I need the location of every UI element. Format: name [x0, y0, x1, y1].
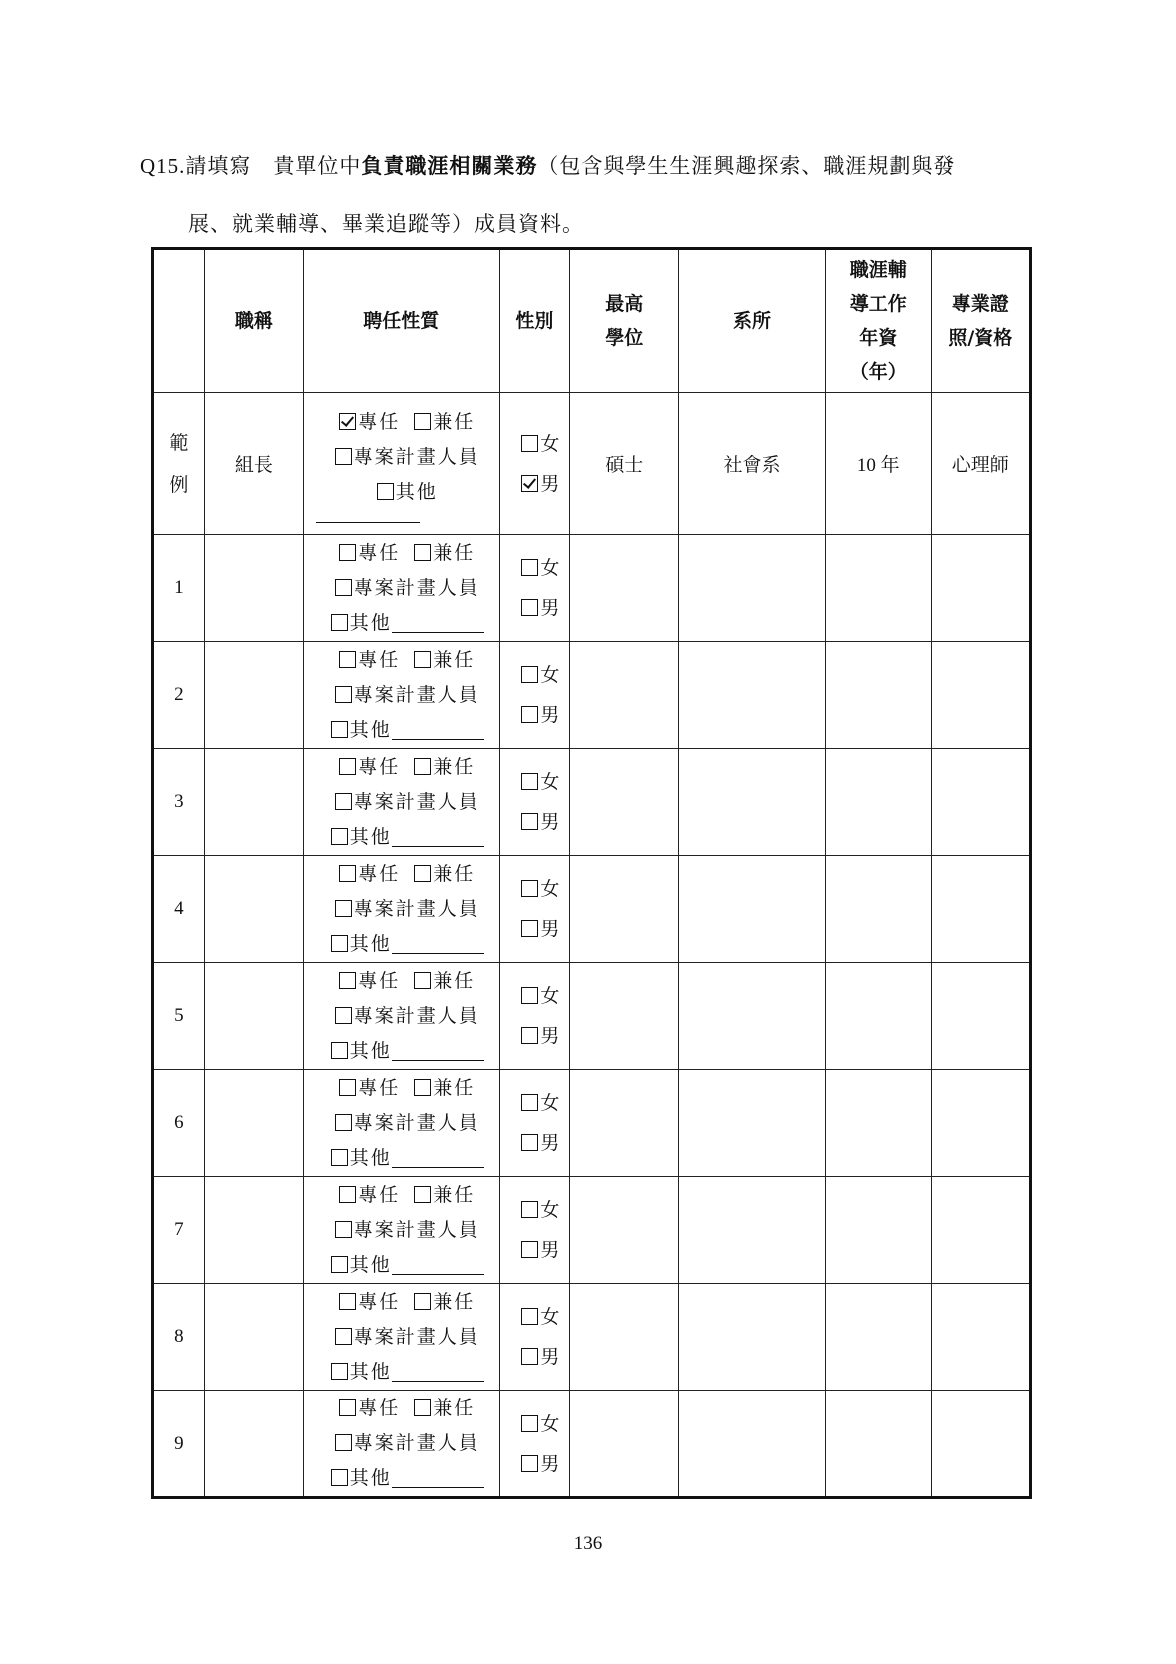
- gender-cell: [499, 535, 570, 642]
- nature-cell: [304, 1177, 499, 1284]
- parttime-checkbox[interactable]: [414, 651, 431, 668]
- opt-other: 其他: [349, 718, 392, 741]
- title-cell[interactable]: [204, 535, 303, 642]
- opt-project: 專案計畫人員: [353, 1432, 480, 1454]
- row-number: 2: [153, 642, 205, 749]
- header-title: 職稱: [204, 249, 303, 393]
- header-years-line: 職涯輔: [849, 259, 907, 281]
- license-cell[interactable]: [931, 963, 1030, 1070]
- opt-other: 其他: [349, 1146, 392, 1169]
- years-cell[interactable]: [825, 1391, 931, 1498]
- header-degree: [570, 249, 679, 393]
- male-checkbox[interactable]: [521, 1134, 538, 1151]
- table-row: [153, 1177, 1031, 1284]
- staff-table: [151, 247, 1032, 1499]
- male-checkbox[interactable]: [521, 1455, 538, 1472]
- female-checkbox[interactable]: [521, 987, 538, 1004]
- row-number: 6: [153, 1070, 205, 1177]
- opt-fulltime: 專任: [358, 648, 401, 671]
- title-cell[interactable]: [204, 963, 303, 1070]
- header-license: [931, 249, 1030, 393]
- checkbox-icon: [377, 483, 394, 500]
- opt-female: 女: [540, 1092, 560, 1114]
- question-line-1: [140, 150, 955, 180]
- opt-male: 男: [540, 1452, 560, 1475]
- other-checkbox[interactable]: [331, 721, 348, 738]
- row-number: 7: [153, 1177, 205, 1284]
- other-checkbox[interactable]: [331, 1149, 348, 1166]
- license-cell[interactable]: [931, 642, 1030, 749]
- dept-cell[interactable]: [679, 963, 826, 1070]
- opt-other: 其他: [349, 1467, 392, 1489]
- parttime-checkbox[interactable]: [414, 972, 431, 989]
- female-checkbox[interactable]: [521, 559, 538, 576]
- opt-female: 女: [540, 878, 560, 900]
- parttime-checkbox[interactable]: [414, 1399, 431, 1416]
- female-checkbox[interactable]: [521, 666, 538, 683]
- dept-cell[interactable]: [679, 856, 826, 963]
- project-checkbox[interactable]: [335, 1007, 352, 1024]
- other-input-line[interactable]: [392, 1147, 484, 1168]
- checkbox-icon: [335, 448, 352, 465]
- row-number: 4: [153, 856, 205, 963]
- opt-fulltime: 專任: [358, 755, 401, 778]
- question-bold-text: 負責職涯相關業務: [361, 154, 538, 178]
- other-input-line[interactable]: [392, 1467, 484, 1488]
- table-row: [153, 749, 1031, 856]
- example-license: 心理師: [931, 393, 1030, 535]
- years-cell[interactable]: [825, 1177, 931, 1284]
- example-row: [153, 393, 1031, 535]
- parttime-checkbox[interactable]: [414, 865, 431, 882]
- gender-cell: [499, 856, 570, 963]
- example-gender: [499, 393, 570, 535]
- opt-fulltime: 專任: [358, 410, 401, 433]
- example-label: [153, 393, 205, 535]
- opt-female: 女: [540, 432, 560, 455]
- opt-female: 女: [540, 1306, 560, 1328]
- checked-checkbox-icon: [521, 475, 538, 492]
- project-checkbox[interactable]: [335, 793, 352, 810]
- other-checkbox[interactable]: [331, 1469, 348, 1486]
- opt-fulltime: 專任: [358, 1076, 401, 1099]
- example-dept: 社會系: [679, 393, 826, 535]
- project-checkbox[interactable]: [335, 686, 352, 703]
- license-cell[interactable]: [931, 1284, 1030, 1391]
- opt-male: 男: [540, 1132, 560, 1154]
- opt-fulltime: 專任: [358, 1397, 401, 1419]
- example-label-char: 範: [169, 431, 189, 454]
- other-input-line[interactable]: [392, 719, 484, 740]
- opt-female: 女: [540, 985, 560, 1007]
- gender-cell: [499, 749, 570, 856]
- female-checkbox[interactable]: [521, 1415, 538, 1432]
- row-number: 1: [153, 535, 205, 642]
- parttime-checkbox[interactable]: [414, 1079, 431, 1096]
- other-input-line[interactable]: [392, 1361, 484, 1382]
- project-checkbox[interactable]: [335, 579, 352, 596]
- fulltime-checkbox[interactable]: [339, 1186, 356, 1203]
- opt-fulltime: 專任: [358, 1290, 401, 1313]
- degree-cell[interactable]: [570, 535, 679, 642]
- years-cell[interactable]: [825, 963, 931, 1070]
- table-row: [153, 856, 1031, 963]
- opt-parttime: 兼任: [433, 1290, 476, 1313]
- years-cell[interactable]: [825, 1070, 931, 1177]
- gender-cell: [499, 963, 570, 1070]
- example-years: 10 年: [825, 393, 931, 535]
- opt-male: 男: [540, 704, 560, 726]
- degree-cell[interactable]: [570, 963, 679, 1070]
- opt-other: 其他: [349, 825, 392, 848]
- checked-checkbox-icon: [339, 413, 356, 430]
- opt-male: 男: [540, 1239, 560, 1261]
- header-years-line: 年資: [859, 327, 898, 349]
- title-cell[interactable]: [204, 749, 303, 856]
- female-checkbox[interactable]: [521, 773, 538, 790]
- header-gender: 性別: [499, 249, 570, 393]
- nature-cell: [304, 535, 499, 642]
- nature-cell: [304, 1070, 499, 1177]
- dept-cell[interactable]: [679, 1284, 826, 1391]
- other-checkbox[interactable]: [331, 935, 348, 952]
- opt-parttime: 兼任: [433, 648, 476, 671]
- license-cell[interactable]: [931, 1391, 1030, 1498]
- gender-cell: [499, 1284, 570, 1391]
- gender-cell: [499, 642, 570, 749]
- dept-cell[interactable]: [679, 1070, 826, 1177]
- dept-cell[interactable]: [679, 535, 826, 642]
- opt-project: 專案計畫人員: [353, 683, 480, 706]
- opt-female: 女: [540, 1199, 560, 1221]
- title-cell[interactable]: [204, 1391, 303, 1498]
- fulltime-checkbox[interactable]: [339, 1079, 356, 1096]
- opt-female: 女: [540, 664, 560, 686]
- years-cell[interactable]: [825, 642, 931, 749]
- years-cell[interactable]: [825, 535, 931, 642]
- dept-cell[interactable]: [679, 1391, 826, 1498]
- license-cell[interactable]: [931, 1070, 1030, 1177]
- parttime-checkbox[interactable]: [414, 1293, 431, 1310]
- opt-project: 專案計畫人員: [353, 1325, 480, 1348]
- opt-parttime: 兼任: [433, 755, 476, 778]
- project-checkbox[interactable]: [335, 1434, 352, 1451]
- opt-parttime: 兼任: [433, 410, 476, 433]
- header-index: [153, 249, 205, 393]
- male-checkbox[interactable]: [521, 599, 538, 616]
- gender-cell: [499, 1391, 570, 1498]
- other-checkbox[interactable]: [331, 1363, 348, 1380]
- dept-cell[interactable]: [679, 1177, 826, 1284]
- degree-cell[interactable]: [570, 1391, 679, 1498]
- male-checkbox[interactable]: [521, 813, 538, 830]
- question-suffix: （包含與學生生涯興趣探索、職涯規劃與發: [537, 154, 956, 178]
- header-years: [825, 249, 931, 393]
- opt-parttime: 兼任: [433, 1397, 476, 1419]
- nature-cell: [304, 856, 499, 963]
- degree-cell[interactable]: [570, 749, 679, 856]
- years-cell[interactable]: [825, 856, 931, 963]
- female-checkbox[interactable]: [521, 1201, 538, 1218]
- gender-cell: [499, 1177, 570, 1284]
- male-checkbox[interactable]: [521, 1027, 538, 1044]
- dept-cell[interactable]: [679, 642, 826, 749]
- opt-project: 專案計畫人員: [353, 1111, 480, 1134]
- opt-male: 男: [540, 597, 560, 619]
- header-degree-line: 最高: [605, 293, 644, 315]
- table-row: [153, 1284, 1031, 1391]
- project-checkbox[interactable]: [335, 1328, 352, 1345]
- other-input-line[interactable]: [392, 1040, 484, 1061]
- degree-cell[interactable]: [570, 642, 679, 749]
- header-nature: 聘任性質: [304, 249, 499, 393]
- fulltime-checkbox[interactable]: [339, 1399, 356, 1416]
- opt-parttime: 兼任: [433, 1076, 476, 1099]
- title-cell[interactable]: [204, 1284, 303, 1391]
- header-years-line: （年）: [849, 361, 907, 383]
- other-input-line[interactable]: [392, 1254, 484, 1275]
- nature-cell: [304, 1284, 499, 1391]
- other-checkbox[interactable]: [331, 1042, 348, 1059]
- opt-project: 專案計畫人員: [353, 1218, 480, 1241]
- header-dept: 系所: [679, 249, 826, 393]
- male-checkbox[interactable]: [521, 706, 538, 723]
- title-cell[interactable]: [204, 642, 303, 749]
- opt-parttime: 兼任: [433, 541, 476, 564]
- opt-fulltime: 專任: [358, 969, 401, 992]
- project-checkbox[interactable]: [335, 1114, 352, 1131]
- male-checkbox[interactable]: [521, 1241, 538, 1258]
- header-degree-line: 學位: [605, 327, 644, 349]
- opt-other: 其他: [349, 932, 392, 955]
- header-license-line: 照/資格: [948, 327, 1013, 349]
- row-number: 8: [153, 1284, 205, 1391]
- degree-cell[interactable]: [570, 856, 679, 963]
- opt-project: 專案計畫人員: [353, 1004, 480, 1027]
- male-checkbox[interactable]: [521, 920, 538, 937]
- fulltime-checkbox[interactable]: [339, 865, 356, 882]
- degree-cell[interactable]: [570, 1070, 679, 1177]
- example-nature: [304, 393, 499, 535]
- years-cell[interactable]: [825, 1284, 931, 1391]
- opt-fulltime: 專任: [358, 1183, 401, 1206]
- other-blank-line: [316, 510, 420, 523]
- parttime-checkbox[interactable]: [414, 758, 431, 775]
- project-checkbox[interactable]: [335, 900, 352, 917]
- other-checkbox[interactable]: [331, 1256, 348, 1273]
- nature-cell: [304, 1391, 499, 1498]
- nature-cell: [304, 642, 499, 749]
- opt-male: 男: [540, 1025, 560, 1047]
- other-input-line[interactable]: [392, 826, 484, 847]
- opt-other: 其他: [395, 480, 438, 503]
- fulltime-checkbox[interactable]: [339, 1293, 356, 1310]
- opt-fulltime: 專任: [358, 541, 401, 564]
- opt-other: 其他: [349, 1039, 392, 1062]
- example-label-char: 例: [169, 473, 189, 496]
- dept-cell[interactable]: [679, 749, 826, 856]
- example-degree: 碩士: [570, 393, 679, 535]
- license-cell[interactable]: [931, 1177, 1030, 1284]
- checkbox-icon: [521, 435, 538, 452]
- project-checkbox[interactable]: [335, 1221, 352, 1238]
- opt-female: 女: [540, 1412, 560, 1435]
- fulltime-checkbox[interactable]: [339, 544, 356, 561]
- fulltime-checkbox[interactable]: [339, 758, 356, 775]
- fulltime-checkbox[interactable]: [339, 972, 356, 989]
- example-title: 組長: [204, 393, 303, 535]
- other-checkbox[interactable]: [331, 828, 348, 845]
- title-cell[interactable]: [204, 1177, 303, 1284]
- gender-cell: [499, 1070, 570, 1177]
- table-row: [153, 963, 1031, 1070]
- female-checkbox[interactable]: [521, 1308, 538, 1325]
- opt-project: 專案計畫人員: [353, 897, 480, 920]
- opt-other: 其他: [349, 1253, 392, 1276]
- other-input-line[interactable]: [392, 933, 484, 954]
- title-cell[interactable]: [204, 1070, 303, 1177]
- opt-fulltime: 專任: [358, 862, 401, 885]
- table-row: [153, 642, 1031, 749]
- parttime-checkbox[interactable]: [414, 1186, 431, 1203]
- nature-cell: [304, 749, 499, 856]
- opt-parttime: 兼任: [433, 1183, 476, 1206]
- opt-other: 其他: [349, 1360, 392, 1383]
- nature-cell: [304, 963, 499, 1070]
- opt-project: 專案計畫人員: [353, 576, 480, 599]
- other-input-line[interactable]: [392, 612, 484, 633]
- years-cell[interactable]: [825, 749, 931, 856]
- female-checkbox[interactable]: [521, 1094, 538, 1111]
- opt-female: 女: [540, 557, 560, 579]
- row-number: 9: [153, 1391, 205, 1498]
- parttime-checkbox[interactable]: [414, 544, 431, 561]
- table-row: [153, 1391, 1031, 1498]
- opt-male: 男: [540, 918, 560, 940]
- row-number: 3: [153, 749, 205, 856]
- opt-male: 男: [540, 811, 560, 833]
- header-row: [153, 249, 1031, 393]
- opt-parttime: 兼任: [433, 862, 476, 885]
- page-number: 136: [573, 1533, 603, 1554]
- degree-cell[interactable]: [570, 1177, 679, 1284]
- checkbox-icon: [414, 413, 431, 430]
- fulltime-checkbox[interactable]: [339, 651, 356, 668]
- male-checkbox[interactable]: [521, 1348, 538, 1365]
- header-years-line: 導工作: [849, 293, 907, 315]
- license-cell[interactable]: [931, 535, 1030, 642]
- opt-male: 男: [540, 472, 560, 495]
- license-cell[interactable]: [931, 749, 1030, 856]
- table-row: [153, 1070, 1031, 1177]
- opt-parttime: 兼任: [433, 969, 476, 992]
- title-cell[interactable]: [204, 856, 303, 963]
- other-checkbox[interactable]: [331, 614, 348, 631]
- opt-project: 專案計畫人員: [353, 445, 480, 468]
- opt-other: 其他: [349, 611, 392, 634]
- license-cell[interactable]: [931, 856, 1030, 963]
- question-prefix: 請填寫 貴單位中: [185, 154, 362, 178]
- degree-cell[interactable]: [570, 1284, 679, 1391]
- table-row: [153, 535, 1031, 642]
- row-number: 5: [153, 963, 205, 1070]
- opt-project: 專案計畫人員: [353, 790, 480, 813]
- header-license-line: 專業證: [951, 293, 1009, 315]
- female-checkbox[interactable]: [521, 880, 538, 897]
- question-line-2: 展、就業輔導、畢業追蹤等）成員資料。: [188, 212, 584, 236]
- opt-female: 女: [540, 771, 560, 793]
- opt-male: 男: [540, 1346, 560, 1368]
- question-number: Q15.: [140, 154, 186, 178]
